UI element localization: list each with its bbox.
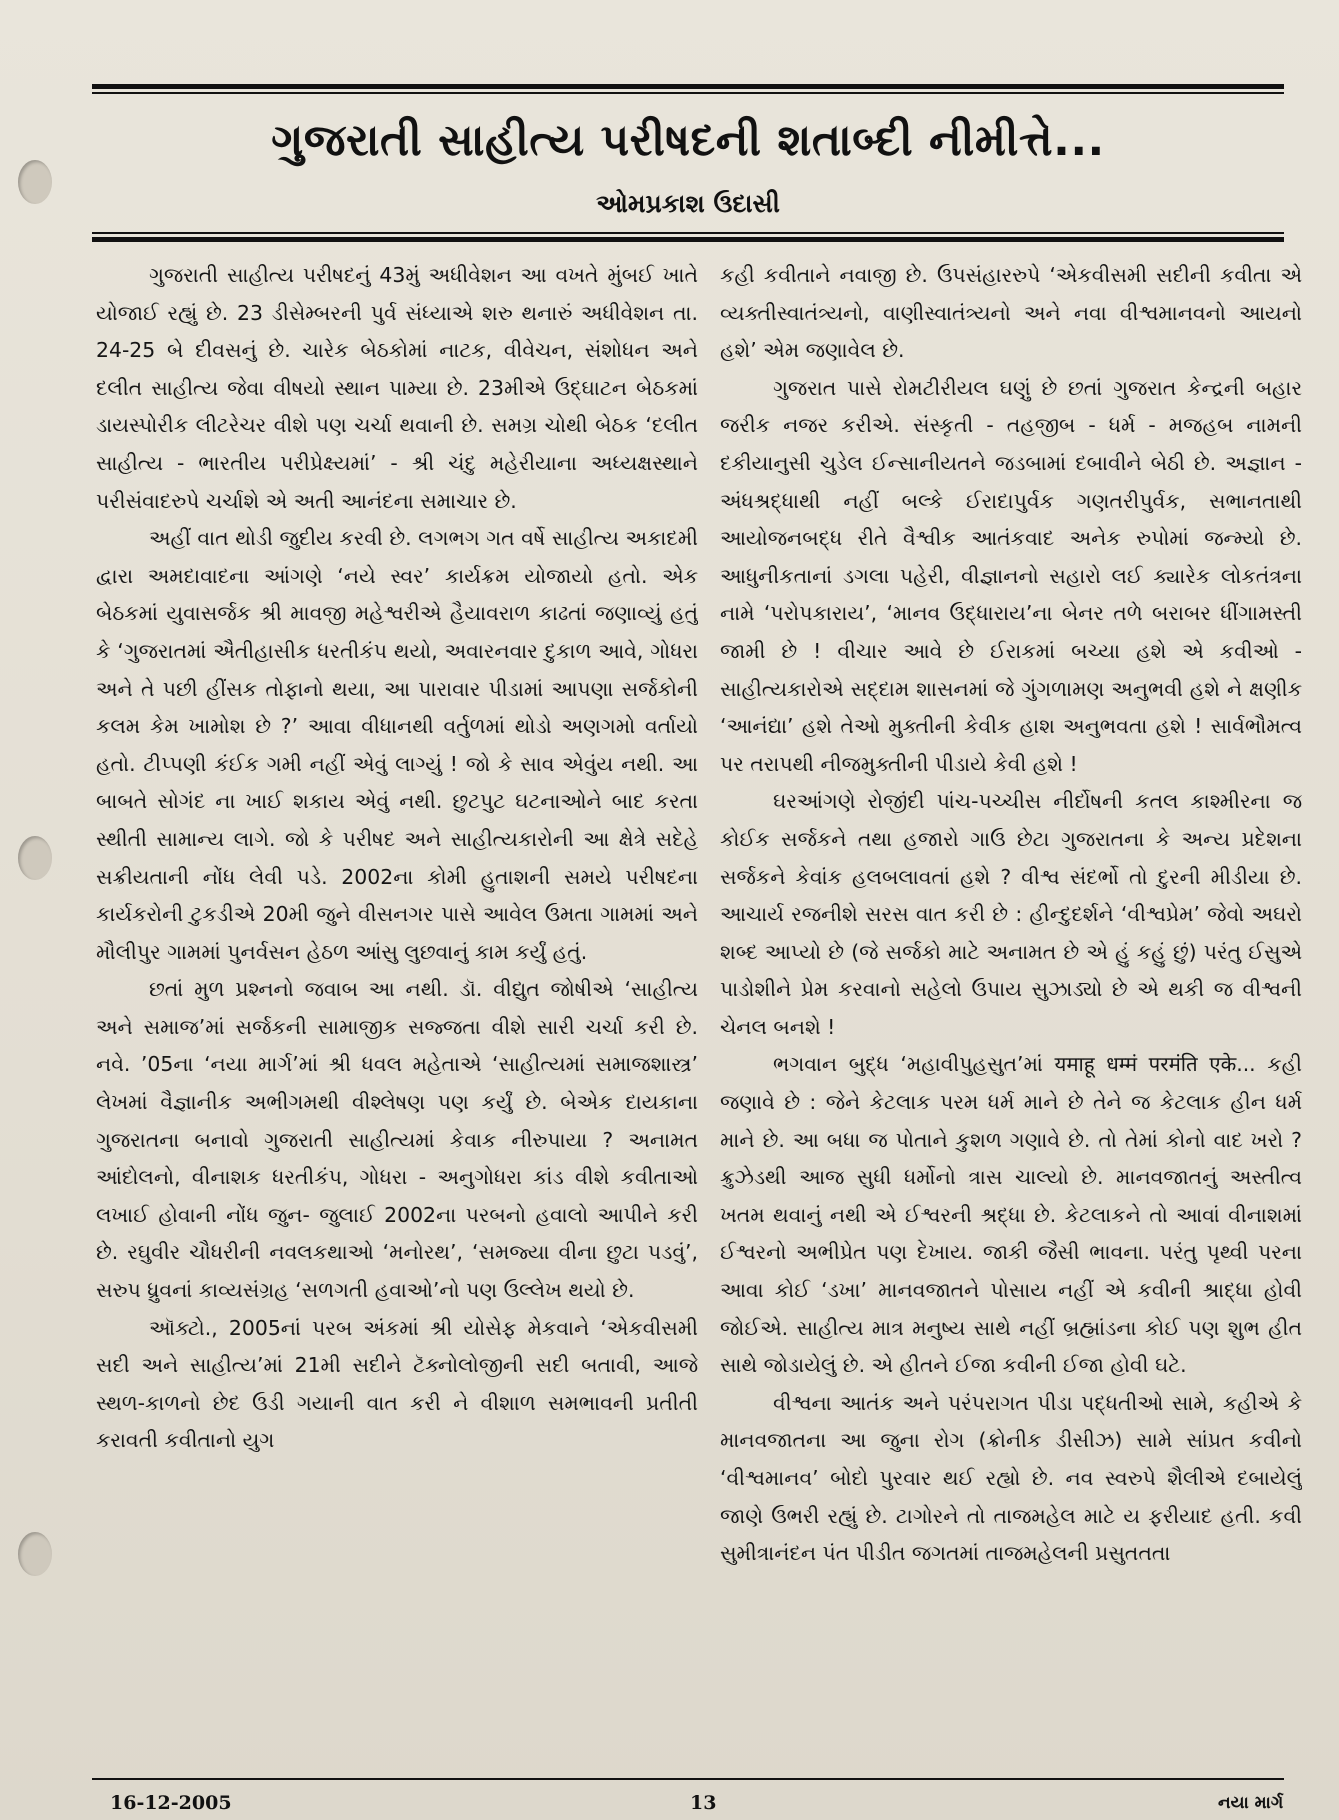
paragraph: ભગવાન બુદ્ધ ‘મહાવીપુહસુત’માં यमाहू धम्मं परमंति एके... કહી જણાવે છે : જેને કેટલાક પરમ ધર્મ માને છે તેને જ કેટલાક હીન ધર્મ માને છે. આ બધા જ પોતાને કુશળ ગણાવે છે. તો તેમાં કોનો વાદ ખરો ? ક્રુઝેડથી આજ સુધી ધર્મોનો ત્રાસ ચાલ્યો છે. માનવજાતનું અસ્તીત્વ ખતમ થવાનું નથી એ ઈશ્વરની શ્રદ્ધા છે. કેટલાકને તો આવાં વીનાશમાં ઈશ્વરનો અભીપ્રેત પણ દેખાય. જાકી જૈસી ભાવના. પરંતુ પૃથ્વી પરના આવા કોઈ ‘ડખા’ માનવજાતને પોસાય નહીં એ કવીની શ્રાદ્ધા હોવી જોઈએ. સાહીત્ય માત્ર મનુષ્ય સાથે નહીં બ્રહ્માંડના કોઈ પણ શુભ હીત સાથે જોડાયેલું છે. એ હીતને ઈજા કવીની ઈજા હોવી ઘટે. bbox=[720, 1052, 1302, 1378]
publication-name: નયા માર્ગ bbox=[1218, 1793, 1284, 1813]
article-title: ગુજરાતી સાહીત્ય પરીષદની શતાબ્દી નીમીત્તે... bbox=[271, 115, 1105, 166]
header-rule-top bbox=[92, 84, 1284, 89]
header-rule-bottom-thin bbox=[92, 232, 1284, 234]
punch-hole bbox=[18, 836, 52, 880]
paragraph: કહી કવીતાને નવાજી છે. ઉપસંહારરુપે ‘એકવીસમી સદીની કવીતા એ વ્યક્તીસ્વાતંત્ર્યનો, વાણીસ્વાતંત્ર્યનો અને નવા વીશ્વમાનવનો આયનો હશે’ એમ જણાવેલ છે. bbox=[720, 263, 1302, 363]
punch-hole bbox=[18, 1532, 52, 1576]
right-column bbox=[720, 257, 1302, 1772]
paragraph: અહીં વાત થોડી જુદીય કરવી છે. લગભગ ગત વર્ષે સાહીત્ય અકાદમી દ્વારા અમદાવાદના આંગણે ‘નયે સ્વર’ કાર્યક્રમ યોજાયો હતો. એક બેઠકમાં યુવાસર્જક શ્રી માવજી મહેશ્વરીએ હૈયાવરાળ કાઢતાં જણાવ્યું હતું કે ‘ગુજરાતમાં ઐતીહાસીક ધરતીકંપ થયો, અવારનવાર દુકાળ આવે, ગોધરા અને તે પછી હીંસક તોફાનો થયા, આ પારાવાર પીડામાં આપણા સર્જકોની કલમ કેમ ખામોશ છે ?’ આવા વીધાનથી વર્તુળમાં થોડો અણગમો વર્તાયો હતો. ટીપ્પણી કંઈક ગમી નહીં એવું લાગ્યું ! જો કે સાવ એવુંય નથી. આ બાબતે સોગંદ ના ખાઈ શકાય એવું નથી. છુટપુટ ઘટનાઓને બાદ કરતા સ્થીતી સામાન્ય લાગે. જો કે પરીષદ અને સાહીત્યકારોની આ ક્ષેત્રે સદેહે સક્રીયતાની નોંધ લેવી પડે. 2002ના કોમી હુતાશની સમયે પરીષદના કાર્યકરોની ટુકડીએ 20મી જુને વીસનગર પાસે આવેલ ઉમતા ગામમાં અને મૌલીપુર ગામમાં પુનર્વસન હેઠળ આંસુ લુછવાનું કામ કર્યું હતું. bbox=[96, 526, 698, 964]
left-column bbox=[96, 257, 698, 1772]
article-author: ઓમપ્રકાશ ઉદાસી bbox=[596, 189, 780, 218]
paragraph: છતાં મુળ પ્રશ્નનો જવાબ આ નથી. ડૉ. વીદ્યુત જોષીએ ‘સાહીત્ય અને સમાજ’માં સર્જકની સામાજીક સજ્જતા વીશે સારી ચર્ચા કરી છે. નવે. ’05ના ‘નયા માર્ગ’માં શ્રી ધવલ મહેતાએ ‘સાહીત્યમાં સમાજશાસ્ત્ર’ લેખમાં વૈજ્ઞાનીક અભીગમથી વીશ્લેષણ પણ કર્યું છે. બેએક દાયકાના ગુજરાતના બનાવો ગુજરાતી સાહીત્યમાં કેવાક નીરુપાયા ? અનામત આંદોલનો, વીનાશક ધરતીકંપ, ગોધરા - અનુગોધરા કાંડ વીશે કવીતાઓ લખાઈ હોવાની નોંધ જુન- જુલાઈ 2002ના પરબનો હવાલો આપીને કરી છે. રઘુવીર ચૌધરીની નવલકથાઓ ‘મનોરથ’, ‘સમજ્યા વીના છુટા પડવું’, સરુપ ધ્રુવનાં કાવ્યસંગ્રહ ‘સળગતી હવાઓ’નો પણ ઉલ્લેખ થયો છે. bbox=[96, 977, 698, 1303]
paragraph: ઑક્ટો., 2005નાં પરબ અંકમાં શ્રી યોસેફ મેકવાને ‘એકવીસમી સદી અને સાહીત્ય’માં 21મી સદીને ટૅક્નોલોજીની સદી બતાવી, આજે સ્થળ-કાળનો છેદ ઉડી ગયાની વાત કરી ને વીશાળ સમભાવની પ્રતીતી કરાવતી કવીતાનો યુગ bbox=[96, 1315, 698, 1453]
paragraph: ઘરઆંગણે રોજીંદી પાંચ-પચ્ચીસ નીર્દોષની કતલ કાશ્મીરના જ કોઈક સર્જકને તથા હજારો ગાઉ છેટા ગુજરાતના કે અન્ય પ્રદેશના સર્જકને કેવાંક હલબલાવતાં હશે ? વીશ્વ સંદર્ભો તો દુરની મીડીયા છે. આચાર્ય રજનીશે સરસ વાત કરી છે : હીન્દુદર્શને ‘વીશ્વપ્રેમ’ જેવો અઘરો શબ્દ આપ્યો છે (જે સર્જકો માટે અનામત છે એ હું કહું છું) પરંતુ ઈસુએ પાડોશીને પ્રેમ કરવાનો સહેલો ઉપાય સુઝાડ્યો છે એ થકી જ વીશ્વની ચેનલ બનશે ! bbox=[720, 789, 1302, 1039]
header-rule-top-thin bbox=[92, 92, 1284, 94]
paragraph: ગુજરાતી સાહીત્ય પરીષદનું 43મું અધીવેશન આ વખતે મુંબઈ ખાતે યોજાઈ રહ્યું છે. 23 ડીસેમ્બરની પુર્વ સંધ્યાએ શરુ થનારું અધીવેશન તા. 24-25 બે દીવસનું છે. ચારેક બેઠકોમાં નાટક, વીવેચન, સંશોધન અને દલીત સાહીત્ય જેવા વીષયો સ્થાન પામ્યા છે. 23મીએ ઉદ્‌ઘાટન બેઠકમાં ડાયસ્પોરીક લીટરેચર વીશે પણ ચર્ચા થવાની છે. સમગ્ર ચોથી બેઠક ‘દલીત સાહીત્ય - ભારતીય પરીપ્રેક્ષ્યમાં’ - શ્રી ચંદુ મહેરીયાના અધ્યક્ષસ્થાને પરીસંવાદરુપે ચર્ચાશે એ અતી આનંદના સમાચાર છે. bbox=[96, 263, 698, 513]
footer-date: 16-12-2005 bbox=[110, 1792, 232, 1814]
page-number: 13 bbox=[690, 1792, 717, 1814]
paragraph: ગુજરાત પાસે રોમટીરીયલ ઘણું છે છતાં ગુજરાત કેન્દ્રની બહાર જરીક નજર કરીએ. સંસ્કૃતી - તહજીબ - ધર્મ - મજહબ નામની દકીયાનુસી ચુડેલ ઈન્સાનીયતને જડબામાં દબાવીને બેઠી છે. અજ્ઞાન - અંધશ્રદ્ધાથી નહીં બલ્કે ઈરાદાપુર્વક ગણતરીપુર્વક, સભાનતાથી આયોજનબદ્ધ રીતે વૈશ્વીક આતંકવાદ અનેક રુપોમાં જન્મ્યો છે. આધુનીકતાનાં ડગલા પહેરી, વીજ્ઞાનનો સહારો લઈ ક્યારેક લોકતંત્રના નામે ‘પરોપકારાય’, ‘માનવ ઉદ્ધારાય’ના બેનર તળે બરાબર ધીંગામસ્તી જામી છે ! વીચાર આવે છે ઈરાકમાં બચ્યા હશે એ કવીઓ - સાહીત્યકારોએ સદ્દામ શાસનમાં જે ગુંગળામણ અનુભવી હશે ને ક્ષણીક ‘આનંદ્યા’ હશે તેઓ મુક્તીની કેવીક હાશ અનુભવતા હશે ! સાર્વભૌમત્વ પર તરાપથી નીજમુક્તીની પીડાયે કેવી હશે ! bbox=[720, 375, 1302, 776]
paragraph: વીશ્વના આતંક અને પરંપરાગત પીડા પદ્ધતીઓ સામે, કહીએ કે માનવજાતના આ જુના રોગ (ક્રોનીક ડીસીઝ) સામે સાંપ્રત કવીનો ‘વીશ્વમાનવ’ બોદો પુરવાર થઈ રહ્યો છે. નવ સ્વરુપે શૈલીએ દબાયેલું જાણે ઉભરી રહ્યું છે. ટાગોરને તો તાજમહેલ માટે ય ફરીયાદ હતી. કવી સુમીત્રાનંદન પંત પીડીત જગતમાં તાજમહેલની પ્રસુતતતા bbox=[720, 1390, 1302, 1566]
footer-rule bbox=[92, 1778, 1284, 1780]
header-rule-bottom bbox=[92, 237, 1284, 242]
punch-hole bbox=[18, 160, 52, 204]
